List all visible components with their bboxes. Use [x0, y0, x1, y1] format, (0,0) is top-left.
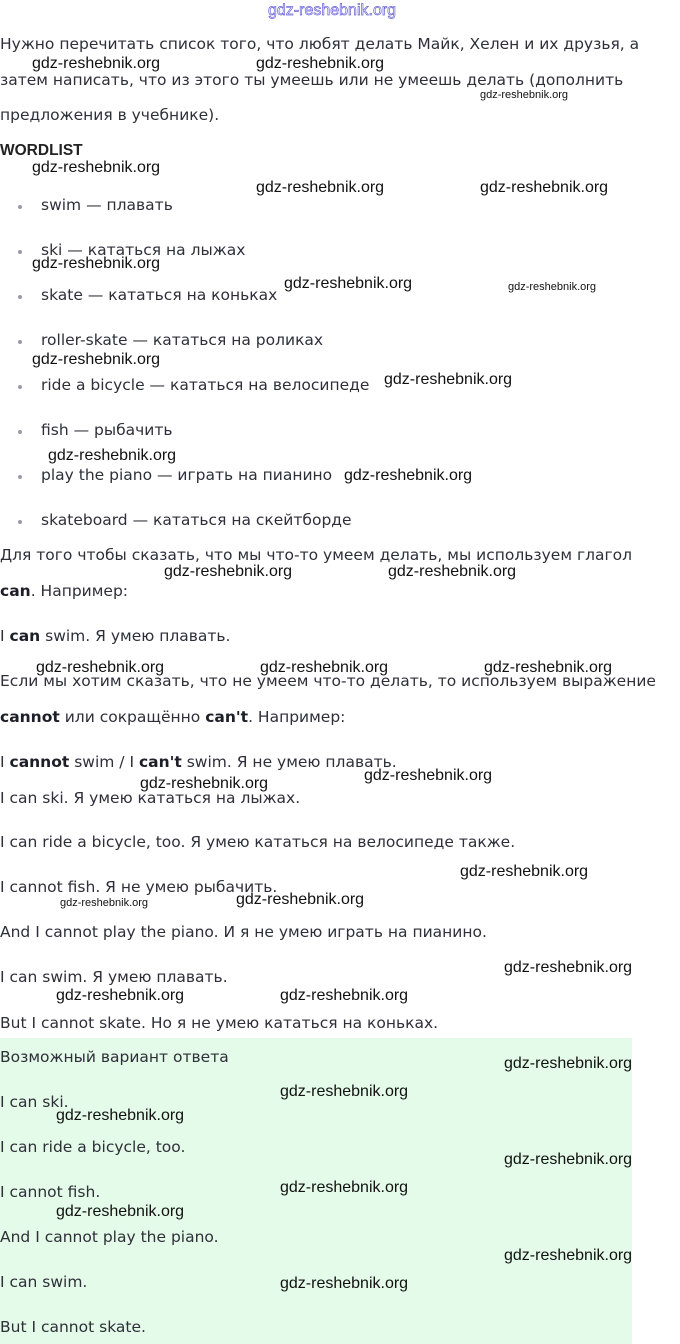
list-bullet — [18, 250, 22, 254]
watermark: gdz-reshebnik.org — [60, 897, 149, 909]
list-item: skate — кататься на коньках — [41, 286, 278, 304]
watermark: gdz-reshebnik.org — [460, 863, 589, 880]
list-item: swim — плавать — [41, 196, 173, 214]
intro-line-1: Нужно перечитать список того, что любят делать Майк, Хелен и их друзья, а — [0, 35, 640, 53]
watermark: gdz-reshebnik.org — [48, 447, 177, 464]
keyword-cannot: cannot — [0, 708, 60, 726]
watermark: gdz-reshebnik.org — [504, 959, 633, 976]
list-bullet — [18, 340, 22, 344]
watermark: gdz-reshebnik.org — [280, 1275, 409, 1292]
example-cannot-mid: swim / I — [69, 753, 139, 771]
watermark: gdz-reshebnik.org — [164, 563, 293, 580]
watermark: gdz-reshebnik.org — [32, 351, 161, 368]
watermark: gdz-reshebnik.org — [280, 987, 409, 1004]
keyword-cannot: cannot — [9, 753, 70, 771]
example-cannot-post: swim. Я не умею плавать. — [181, 753, 397, 771]
sentence: I can swim. Я умею плавать. — [0, 968, 228, 986]
watermark: gdz-reshebnik.org — [480, 179, 609, 196]
list-bullet — [18, 295, 22, 299]
watermark: gdz-reshebnik.org — [32, 159, 161, 176]
watermark: gdz-reshebnik.org — [508, 281, 597, 293]
watermark-header: gdz-reshebnik.org — [268, 2, 397, 19]
watermark: gdz-reshebnik.org — [280, 1083, 409, 1100]
keyword-cant: can't — [138, 753, 182, 771]
answer-line: I can swim. — [0, 1273, 88, 1291]
watermark: gdz-reshebnik.org — [364, 767, 493, 784]
watermark: gdz-reshebnik.org — [388, 563, 517, 580]
list-item: roller-skate — кататься на роликах — [41, 331, 324, 349]
example-can-pre: I — [0, 627, 10, 645]
explain-cannot-mid: или сокращённо — [59, 708, 206, 726]
list-item: ride a bicycle — кататься на велосипеде — [41, 376, 370, 394]
watermark: gdz-reshebnik.org — [140, 775, 269, 792]
watermark: gdz-reshebnik.org — [32, 255, 161, 272]
watermark: gdz-reshebnik.org — [256, 179, 385, 196]
answer-line: I can ride a bicycle, too. — [0, 1138, 186, 1156]
example-can — [0, 625, 230, 647]
answer-line: But I cannot skate. — [0, 1318, 146, 1336]
watermark: gdz-reshebnik.org — [344, 467, 473, 484]
list-bullet — [18, 385, 22, 389]
sentence: I cannot fish. Я не умею рыбачить. — [0, 878, 278, 896]
example-cannot — [0, 751, 397, 773]
keyword-can: can — [9, 627, 41, 645]
list-item: ski — кататься на лыжах — [41, 241, 246, 259]
sentence: I can ski. Я умею кататься на лыжах. — [0, 789, 301, 807]
list-bullet — [18, 430, 22, 434]
list-item: skateboard — кататься на скейтборде — [41, 511, 352, 529]
watermark: gdz-reshebnik.org — [384, 371, 513, 388]
watermark: gdz-reshebnik.org — [256, 55, 385, 72]
watermark: gdz-reshebnik.org — [260, 659, 389, 676]
explain-can-rest: . Например: — [30, 582, 129, 600]
example-cannot-pre: I — [0, 753, 10, 771]
watermark: gdz-reshebnik.org — [484, 659, 613, 676]
explain-can-line-2 — [0, 580, 128, 602]
watermark: gdz-reshebnik.org — [504, 1247, 633, 1264]
watermark: gdz-reshebnik.org — [504, 1055, 633, 1072]
explain-cannot-line-2 — [0, 706, 345, 728]
list-bullet — [18, 475, 22, 479]
explain-cannot-rest: . Например: — [248, 708, 346, 726]
list-item: fish — рыбачить — [41, 421, 173, 439]
answer-line: And I cannot play the piano. — [0, 1228, 219, 1246]
watermark: gdz-reshebnik.org — [504, 1151, 633, 1168]
intro-line-3: предложения в учебнике). — [0, 106, 220, 124]
wordlist-heading: WORDLIST — [0, 142, 83, 159]
example-can-post: swim. Я умею плавать. — [40, 627, 231, 645]
list-bullet — [18, 205, 22, 209]
sentence: I can ride a bicycle, too. Я умею кататься на велосипеде также. — [0, 833, 516, 851]
watermark: gdz-reshebnik.org — [236, 891, 365, 908]
watermark: gdz-reshebnik.org — [480, 89, 569, 101]
watermark: gdz-reshebnik.org — [56, 1107, 185, 1124]
watermark: gdz-reshebnik.org — [36, 659, 165, 676]
list-bullet — [18, 520, 22, 524]
watermark: gdz-reshebnik.org — [280, 1179, 409, 1196]
watermark: gdz-reshebnik.org — [32, 55, 161, 72]
keyword-cant: can't — [205, 708, 249, 726]
sentence: But I cannot skate. Но я не умею кататься на коньках. — [0, 1014, 439, 1032]
answer-title: Возможный вариант ответа — [0, 1048, 229, 1066]
watermark: gdz-reshebnik.org — [56, 1203, 185, 1220]
explain-can-line-1: Для того чтобы сказать, что мы что-то умеем делать, мы используем глагол — [0, 546, 633, 564]
watermark: gdz-reshebnik.org — [56, 987, 185, 1004]
explain-cannot-line-1: Если мы хотим сказать, что не умеем что-то делать, то используем выражение — [0, 672, 656, 690]
list-item: play the piano — играть на пианино — [41, 466, 333, 484]
keyword-can: can — [0, 582, 31, 600]
answer-line: I can ski. — [0, 1093, 69, 1111]
intro-line-2: затем написать, что из этого ты умеешь или не умеешь делать (дополнить — [0, 71, 624, 89]
answer-line: I cannot fish. — [0, 1183, 101, 1201]
watermark: gdz-reshebnik.org — [284, 275, 413, 292]
sentence: And I cannot play the piano. И я не умею играть на пианино. — [0, 923, 487, 941]
